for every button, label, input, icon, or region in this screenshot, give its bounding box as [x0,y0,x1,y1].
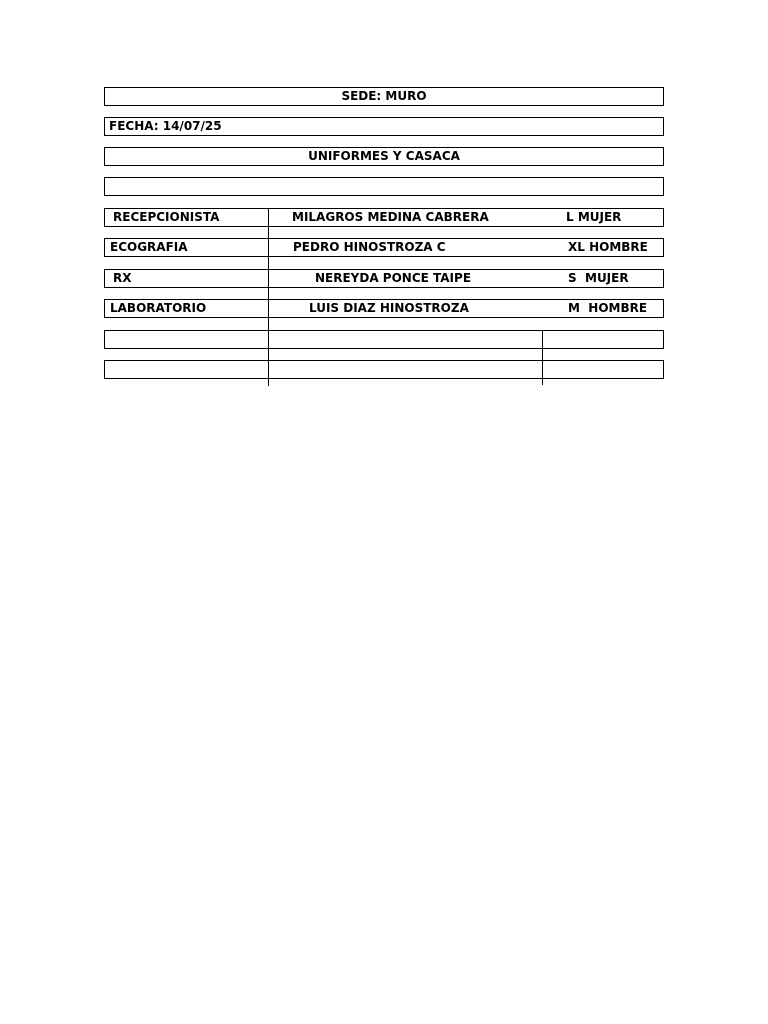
name-cell: LUIS DIAZ HINOSTROZA [309,301,469,315]
fecha-row: FECHA: 14/07/25 [104,117,664,136]
table-row [104,238,664,257]
table-row [104,299,664,318]
area-cell: RX [113,271,132,285]
empty-row [104,360,664,379]
name-cell: MILAGROS MEDINA CABRERA [292,210,489,224]
table-row [104,208,664,227]
name-cell: NEREYDA PONCE TAIPE [315,271,472,285]
size-cell: S MUJER [568,271,629,285]
table-row [104,269,664,288]
section-title: UNIFORMES Y CASACA [104,147,664,166]
area-cell: LABORATORIO [110,301,207,315]
area-cell: ECOGRAFIA [110,240,188,254]
empty-row [104,177,664,196]
column-separator [268,208,269,386]
empty-row [104,330,664,349]
name-cell: PEDRO HINOSTROZA C [293,240,446,254]
size-cell: XL HOMBRE [568,240,648,254]
sede-header: SEDE: MURO [104,87,664,106]
area-cell: RECEPCIONISTA [113,210,220,224]
size-cell: L MUJER [566,210,622,224]
column-separator [542,330,543,385]
size-cell: M HOMBRE [568,301,648,315]
